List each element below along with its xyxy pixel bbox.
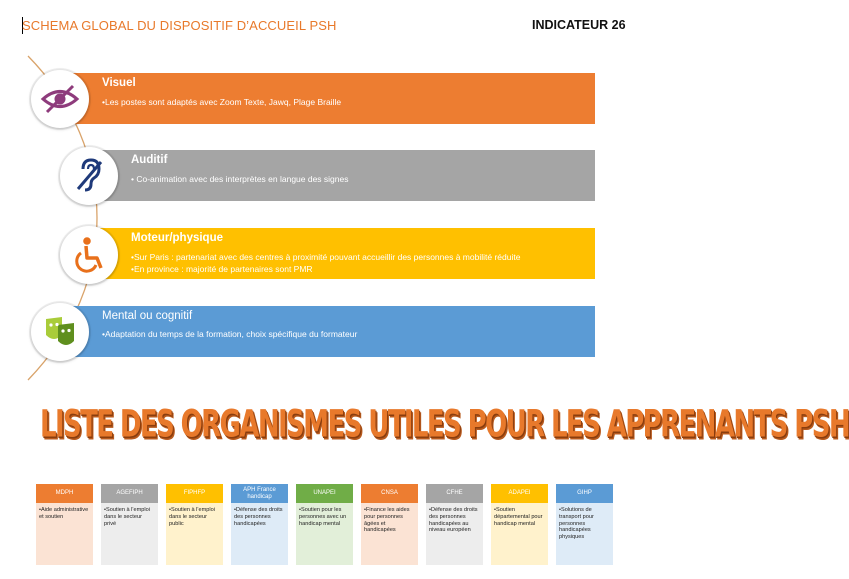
org-desc: •Soutien à l'emploi dans le secteur public [166,503,223,565]
org-card-agefiph [101,484,158,565]
masks-icon [31,303,89,361]
org-desc: •Finance les aides pour personnes âgées et handicapées [361,503,418,565]
category-title: Visuel [102,77,136,89]
org-desc: •Soutien pour les personnes avec un handicap mental [296,503,353,565]
org-name: FIPHFP [166,484,223,503]
page-title: SCHEMA GLOBAL DU DISPOSITIF D’ACCUEIL PSH [22,18,337,33]
org-desc: •Soutien départemental pour handicap mental [491,503,548,565]
category-auditif [100,150,595,201]
org-card-cnsa [361,484,418,565]
org-name: CNSA [361,484,418,503]
category-title: Auditif [131,154,168,166]
org-name: GIHP [556,484,613,503]
org-name: AGEFIPH [101,484,158,503]
org-card-unapei [296,484,353,565]
org-card-fiphfp [166,484,223,565]
org-desc: •Aide administrative et soutien [36,503,93,565]
org-name: MDPH [36,484,93,503]
eye-crossed-icon [31,70,89,128]
org-name: ADAPEI [491,484,548,503]
category-visuel [69,73,595,124]
category-line: •En province : majorité de partenaires sont PMR [131,264,313,274]
category-line: •Adaptation du temps de la formation, choix spécifique du formateur [102,329,358,339]
org-card-mdph [36,484,93,565]
organisms-banner: LISTE DES ORGANISMES UTILES POUR LES APPRENANTS PSH [40,403,849,447]
org-name: UNAPEI [296,484,353,503]
category-title: Moteur/physique [131,232,224,244]
org-card-aph [231,484,288,565]
org-name: CFHE [426,484,483,503]
org-card-adapei [491,484,548,565]
category-mental [69,306,595,357]
org-name: APH France handicap [231,484,288,503]
category-moteur [100,228,595,279]
org-card-cfhe [426,484,483,565]
category-title: Mental ou cognitif [102,310,193,322]
org-desc: •Défense des droits des personnes handicapées au niveau européen [426,503,483,565]
ear-crossed-icon [60,147,118,205]
category-line: •Les postes sont adaptés avec Zoom Texte, Jawq, Plage Braille [102,97,342,107]
org-card-gihp [556,484,613,565]
org-desc: •Solutions de transport pour personnes handicapées physiques [556,503,613,565]
category-line: •Sur Paris : partenariat avec des centres à proximité pouvant accueillir des personnes à mobilité réduite [131,252,521,262]
category-line: • Co-animation avec des interprètes en langue des signes [131,174,349,184]
wheelchair-icon [60,226,118,284]
org-desc: •Soutien à l'emploi dans le secteur privé [101,503,158,565]
org-desc: •Défense des droits des personnes handicapées [231,503,288,565]
indicator-label: INDICATEUR 26 [532,18,626,32]
